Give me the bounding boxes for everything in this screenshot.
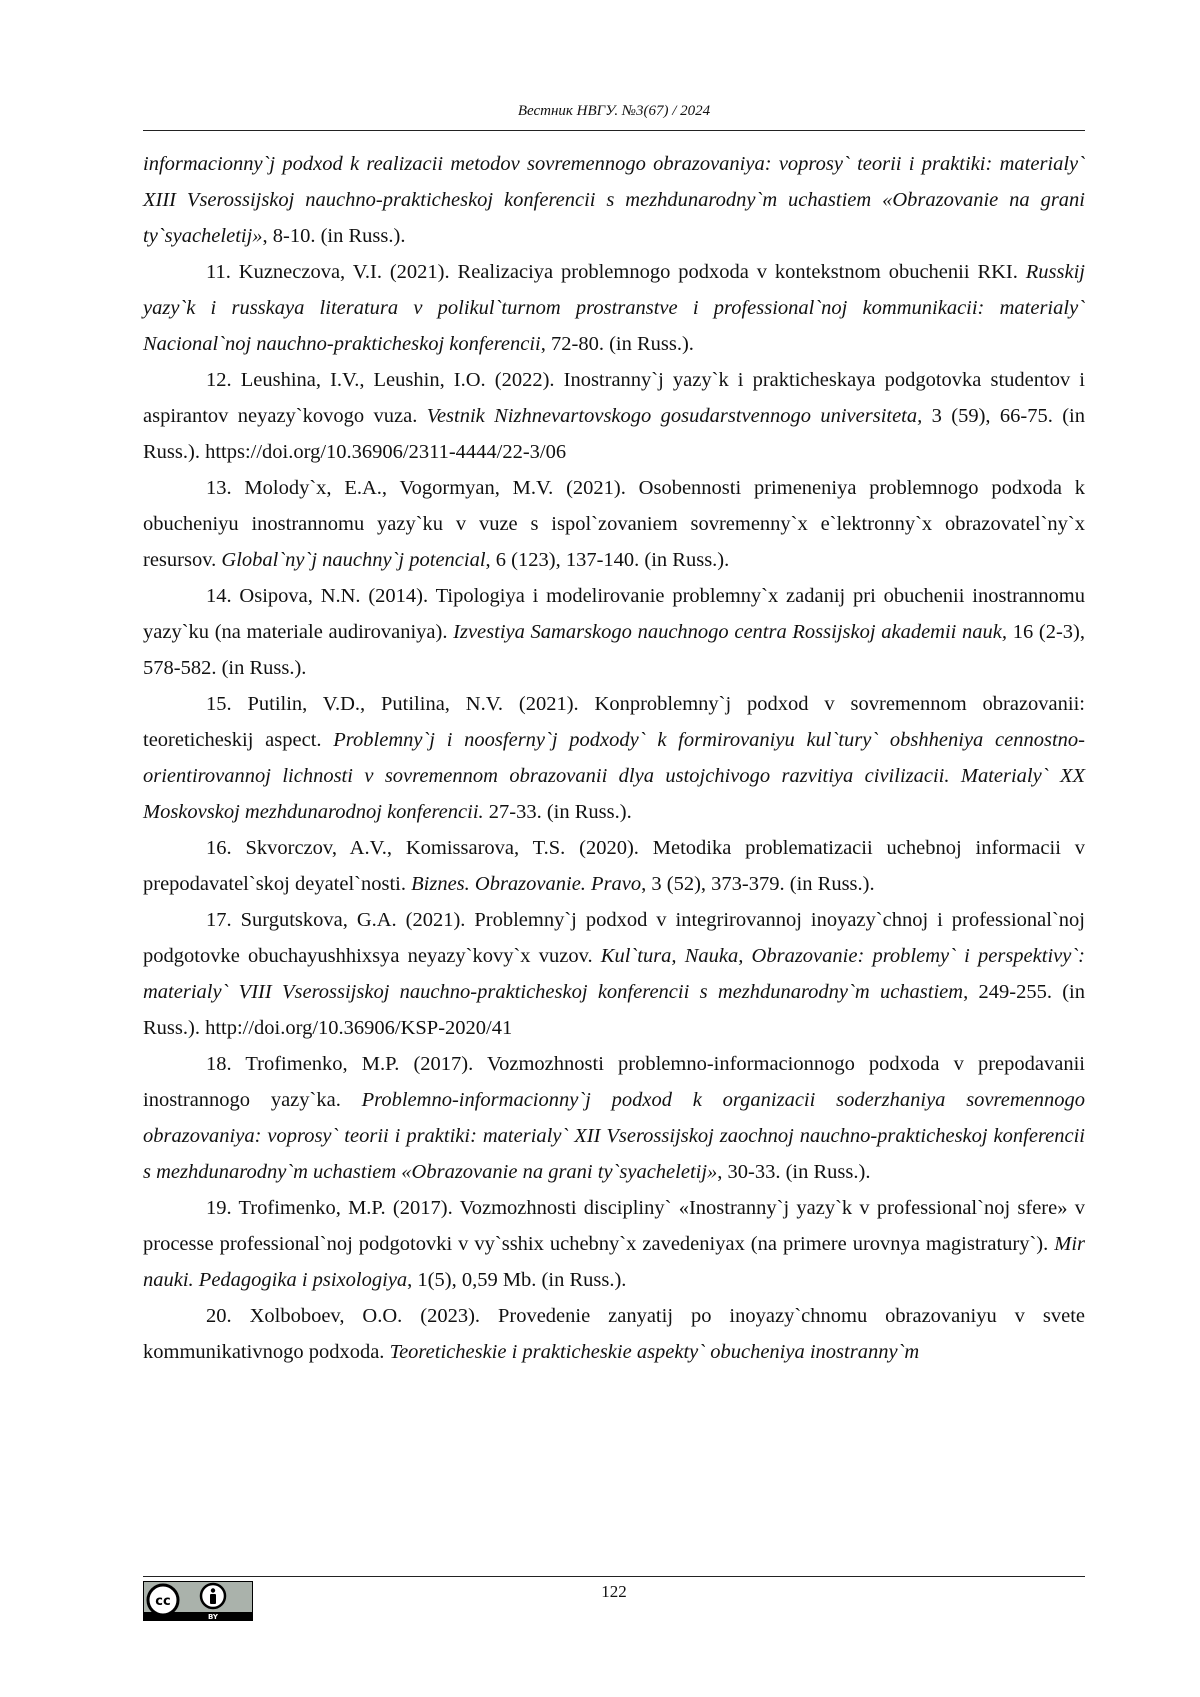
reference-text: 3 (59), 66-75. (in Russ.). https://doi.org/10.36906/2311-4444/22-3/06 bbox=[143, 405, 1085, 463]
source-title: Izvestiya Samarskogo nauchnogo centra Rossijskoj akademii nauk, bbox=[453, 621, 1008, 643]
reference-text: 17. Surgutskova, G.A. (2021). Problemny`j podxod v integrirovannoj inoyazy`chnoj i professional`noj podgotovke obuchayushhixsya neyazy`kovy`x vuzov. bbox=[143, 909, 1085, 967]
reference-list bbox=[143, 146, 1085, 1370]
page-number: 122 bbox=[601, 1582, 627, 1601]
reference-text: 14. Osipova, N.N. (2014). Tipologiya i modelirovanie problemny`x zadanij pri obuchenii inostrannomu yazy`ku (na materiale audirovaniya). bbox=[143, 585, 1085, 643]
reference-text: 12. Leushina, I.V., Leushin, I.O. (2022). Inostranny`j yazy`k i prakticheskaya podgotovka studentov i aspirantov neyazy`kovogo vuza. bbox=[143, 369, 1085, 427]
reference-13 bbox=[143, 470, 1085, 578]
reference-19 bbox=[143, 1190, 1085, 1298]
footer-rule bbox=[143, 1576, 1085, 1577]
reference-text: , 3 (52), 373-379. (in Russ.). bbox=[641, 873, 875, 895]
reference-20 bbox=[143, 1298, 1085, 1370]
source-title: Vestnik Nizhnevartovskogo gosudarstvennogo universiteta, bbox=[426, 405, 923, 427]
reference-text: , 6 (123), 137-140. (in Russ.). bbox=[485, 549, 730, 571]
source-title: Problemno-informacionny`j podxod k organizacii soderzhaniya sovremennogo obrazovaniya: voprosy` teorii i praktiki: materialy` XII Vserossijskoj zaochnoj nauchno-prakticheskoj konferencii s mezhdunarodny`m uchastiem «Obrazovanie na grani ty`syacheletij» bbox=[143, 1089, 1085, 1183]
reference-11 bbox=[143, 254, 1085, 362]
reference-text: , 72-80. (in Russ.). bbox=[540, 333, 694, 355]
reference-15 bbox=[143, 686, 1085, 830]
source-title: Biznes. Obrazovanie. Pravo bbox=[411, 873, 642, 895]
source-title: Global`ny`j nauchny`j potencial bbox=[221, 549, 486, 571]
reference-text: , 1(5), 0,59 Mb. (in Russ.). bbox=[407, 1269, 627, 1291]
reference-16 bbox=[143, 830, 1085, 902]
reference-12 bbox=[143, 362, 1085, 470]
source-title: Mir nauki. Pedagogika i psixologiya bbox=[143, 1233, 1085, 1291]
reference-text: 20. Xolboboev, O.O. (2023). Provedenie zanyatij po inoyazy`chnomu obrazovaniyu v svete kommunikativnogo podxoda. bbox=[143, 1305, 1085, 1363]
reference-text: 16. Skvorczov, A.V., Komissarova, T.S. (2020). Metodika problematizacii uchebnoj informacii v prepodavatel`skoj deyatel`nosti. bbox=[143, 837, 1085, 895]
reference-text: 11. Kuzneczova, V.I. (2021). Realizaciya problemnogo podxoda v kontekstnom obuchenii RKI. bbox=[206, 261, 1026, 283]
reference-10-continued bbox=[143, 146, 1085, 254]
reference-text: , 8-10. (in Russ.). bbox=[262, 225, 406, 247]
source-title: Russkij yazy`k i russkaya literatura v polikul`turnom prostranstve i professional`noj kommunikacii: materialy` Nacional`noj nauchno-prakticheskoj konferencii bbox=[143, 261, 1085, 355]
reference-text: 13. Molody`x, E.A., Vogormyan, M.V. (2021). Osobennosti primeneniya problemnogo podxoda k obucheniyu inostrannomu yazy`ku v vuze s ispol`zovaniem sovremenny`x e`lektronny`x obrazovatel`ny`x resursov. bbox=[143, 477, 1085, 571]
reference-text: , 30-33. (in Russ.). bbox=[717, 1161, 871, 1183]
reference-text: 19. Trofimenko, M.P. (2017). Vozmozhnosti discipliny` «Inostranny`j yazy`k v professional`noj sfere» v processe professional`noj podgotovki v vy`sshix uchebny`x zavedeniyax (na primere urovnya magistratury`). bbox=[143, 1197, 1085, 1255]
reference-text: 16 (2-3), 578-582. (in Russ.). bbox=[143, 621, 1085, 679]
reference-text: , 249-255. (in Russ.). http://doi.org/10.36906/KSP-2020/41 bbox=[143, 981, 1085, 1039]
running-header: Вестник НВГУ. №3(67) / 2024 bbox=[517, 103, 711, 119]
reference-18 bbox=[143, 1046, 1085, 1190]
reference-text: 27-33. (in Russ.). bbox=[483, 801, 632, 823]
source-title: informacionny`j podxod k realizacii metodov sovremennogo obrazovaniya: voprosy` teorii i praktiki: materialy` XIII Vserossijskoj nauchno-prakticheskoj konferencii s mezhdunarodny`m uchastiem «Obrazovanie na grani ty`syacheletij» bbox=[143, 153, 1085, 247]
reference-14 bbox=[143, 578, 1085, 686]
cc-label: cc bbox=[155, 1594, 171, 1609]
by-label: BY bbox=[207, 1613, 219, 1621]
source-title: Problemny`j i noosferny`j podxody` k formirovaniyu kul`tury` obshheniya cennostno-orientirovannoj lichnosti v sovremennom obrazovanii dlya ustojchivogo razvitiya civilizacii. Materialy` XX Moskovskoj mezhdunarodnoj konferencii. bbox=[143, 729, 1085, 823]
reference-text: 15. Putilin, V.D., Putilina, N.V. (2021). Konproblemny`j podxod v sovremennom obrazovanii: teoreticheskij aspect. bbox=[143, 693, 1085, 751]
source-title: Kul`tura, Nauka, Obrazovanie: problemy` i perspektivy`: materialy` VIII Vserossijskoj nauchno-prakticheskoj konferencii s mezhdunarodny`m uchastiem bbox=[143, 945, 1085, 1003]
header-rule bbox=[143, 130, 1085, 131]
source-title: Teoreticheskie i prakticheskie aspekty` obucheniya inostranny`m bbox=[389, 1341, 920, 1363]
reference-17 bbox=[143, 902, 1085, 1046]
reference-text: 18. Trofimenko, M.P. (2017). Vozmozhnosti problemno-informacionnogo podxoda v prepodavanii inostrannogo yazy`ka. bbox=[143, 1053, 1085, 1111]
